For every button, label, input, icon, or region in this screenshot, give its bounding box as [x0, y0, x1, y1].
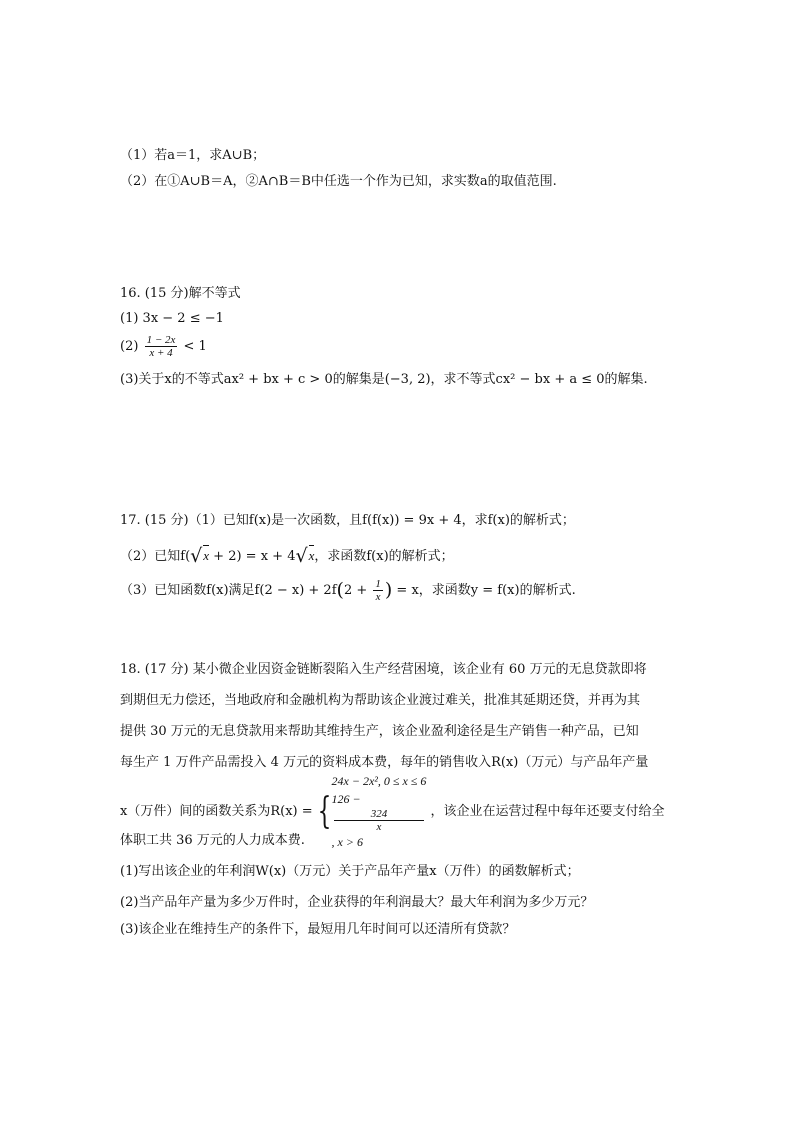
q15-part1: （1）若a＝1，求A∪B； [120, 148, 266, 163]
q17-part3-numerator: 1 [375, 578, 381, 590]
q17-part3 [120, 578, 576, 603]
sqrt-icon: √ [295, 545, 308, 567]
right-paren-icon: ) [384, 579, 393, 601]
q18-item3: (3)该企业在维持生产的条件下，最短用几年时间可以还清所有贷款？ [120, 922, 516, 937]
q17-part2-sqrt2: x [309, 545, 315, 566]
q16-item2-prefix: (2) [120, 339, 139, 354]
q16-item2 [120, 334, 207, 359]
q17-part3-a: （3）已知函数f(x)满足f(2 − x) + 2f [120, 583, 337, 598]
q16-item2-denominator: x + 4 [149, 347, 173, 359]
q17-title: 17. (15 分)（1）已知f(x)是一次函数，且f(f(x)) = 9x + 4，求f(x)的解析式； [120, 513, 575, 528]
q18-piecewise [332, 772, 427, 851]
q16-item2-suffix: < 1 [183, 339, 207, 354]
q18-line2: 到期但无力偿还，当地政府和金融机构为帮助该企业渡过难关，批准其延期还贷，并再为其 [120, 693, 641, 708]
q17-part3-fraction [373, 578, 383, 603]
q18-line4: 每生产 1 万件产品需投入 4 万元的资料成本费，每年的销售收入R(x)（万元）与产品年产量 [120, 755, 649, 770]
q17-part2-c: ，求函数f(x)的解析式； [314, 549, 454, 564]
q18-line6: 体职工共 36 万元的人力成本费. [120, 833, 305, 848]
q16-item2-numerator: 1 − 2x [146, 334, 176, 346]
sqrt-icon: √ [190, 545, 203, 567]
q18-item1: (1)写出该企业的年利润W(x)（万元）关于产品年产量x（万件）的函数解析式； [120, 864, 580, 879]
q18-case2 [332, 790, 427, 851]
q18-case2-fraction [334, 808, 425, 833]
q16-item3: (3)关于x的不等式ax² + bx + c > 0的解集是(−3, 2)，求不等式cx² − bx + a ≤ 0的解集. [120, 372, 648, 387]
q17-part2-a: （2）已知f( [120, 549, 191, 564]
q15-part2: （2）在①A∪B＝A，②A∩B＝B中任选一个作为已知，求实数a的取值范围. [120, 174, 557, 189]
q16-title: 16. (15 分)解不等式 [120, 286, 241, 301]
q18-case1: 24x − 2x², 0 ≤ x ≤ 6 [331, 774, 427, 788]
q18-case2-b: , x > 6 [331, 835, 363, 849]
q18-line5-a: x（万件）间的函数关系为R(x) = [120, 804, 313, 819]
left-paren-icon: ( [336, 579, 344, 601]
q17-part2 [120, 545, 454, 567]
q17-part3-b: 2 + [343, 583, 372, 598]
brace-icon: { [317, 790, 331, 832]
q18-line1: 18. (17 分) 某小微企业因资金链断裂陷入生产经营困境，该企业有 60 万元的无息贷款即将 [120, 662, 647, 677]
q18-line5-b: ，该企业在运营过程中每年还要支付给全 [430, 804, 665, 819]
q18-line3: 提供 30 万元的无息贷款用来帮助其维持生产，该企业盈利途径是生产销售一种产品，已知 [120, 724, 639, 739]
q17-part2-sqrt: x [203, 545, 209, 566]
q17-part3-c: = x，求函数y = f(x)的解析式. [392, 583, 576, 598]
q18-case2-numerator: 324 [334, 808, 425, 821]
q17-part3-denominator: x [375, 591, 381, 603]
q16-item2-fraction [145, 334, 178, 359]
q18-item2: (2)当产品年产量为多少万件时，企业获得的年利润最大？最大年利润为多少万元？ [120, 895, 594, 910]
q17-part2-b: + 2) = x + 4 [209, 549, 296, 564]
q18-case2-a: 126 − [331, 792, 361, 806]
q16-item1: (1) 3x − 2 ≤ −1 [120, 311, 224, 326]
q18-case2-denominator: x [376, 821, 382, 833]
